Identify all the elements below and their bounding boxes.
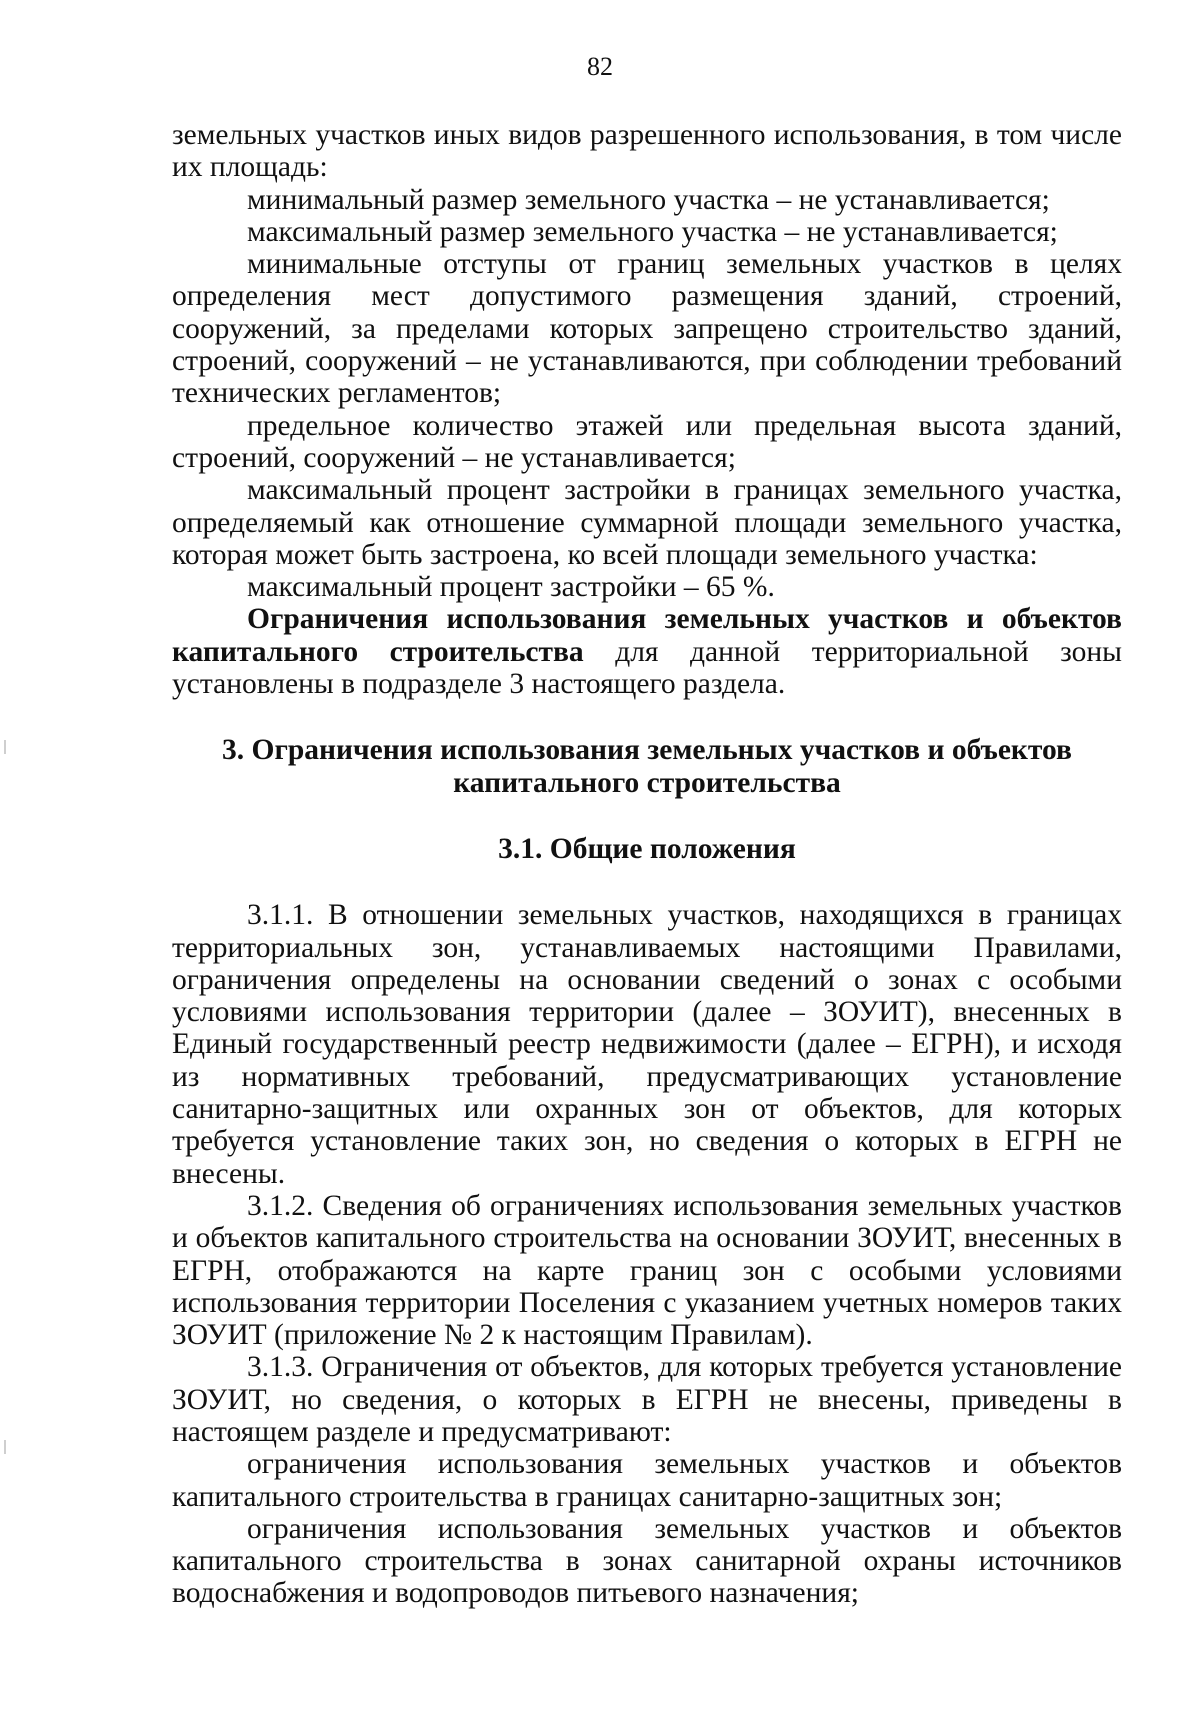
- document-body: [172, 119, 1122, 1610]
- scan-artifact: [4, 740, 6, 754]
- paragraph: земельных участков иных видов разрешенного использования, в том числе их площадь:: [172, 119, 1122, 184]
- paragraph: максимальный процент застройки в границах земельного участка, определяемый как отношение суммарной площади земельного участка, которая может быть застроена, ко всей площади земельного участка:: [172, 474, 1122, 571]
- paragraph: минимальный размер земельного участка – не устанавливается;: [247, 183, 1050, 216]
- heading-line: капитального строительства: [453, 766, 841, 799]
- paragraph: предельное количество этажей или предельная высота зданий, строений, сооружений – не устанавливается;: [172, 409, 1122, 474]
- paragraph: [172, 603, 1122, 700]
- heading-line: 3. Ограничения использования земельных участков и объектов: [222, 734, 1072, 767]
- subsection-heading: 3.1. Общие положения: [498, 832, 796, 865]
- bold-phrase: Ограничения использования земельных участков и объектов капитального строительства: [172, 603, 1122, 668]
- page-number: 82: [587, 52, 613, 81]
- paragraph: максимальный размер земельного участка – не устанавливается;: [247, 215, 1058, 248]
- paragraph: 3.1.2. Сведения об ограничениях использования земельных участков и объектов капитального строительства на основании ЗОУИТ, внесенных в ЕГРН, отображаются на карте границ зон с особыми условиями использования территории Поселения с указанием учетных номеров таких ЗОУИТ (приложение № 2 к настоящим Правилам).: [172, 1189, 1122, 1352]
- paragraph: ограничения использования земельных участков и объектов капитального строительства в границах санитарно-защитных зон;: [172, 1448, 1122, 1513]
- paragraph: 3.1.3. Ограничения от объектов, для которых требуется установление ЗОУИТ, но сведения, о которых в ЕГРН не внесены, приведены в настоящем разделе и предусматривают:: [172, 1351, 1122, 1448]
- paragraph: ограничения использования земельных участков и объектов капитального строительства в зонах санитарной охраны источников водоснабжения и водопроводов питьевого назначения;: [172, 1512, 1122, 1610]
- section-heading: [172, 734, 1122, 799]
- paragraph-text: для данной территориальной зоны установлены в подразделе 3 настоящего раздела.: [172, 635, 1122, 701]
- paragraph: максимальный процент застройки – 65 %.: [247, 571, 775, 604]
- paragraph: 3.1.1. В отношении земельных участков, находящихся в границах территориальных зон, устанавливаемых настоящими Правилами, ограничения определены на основании сведений о зонах с особыми условиями использования территории (далее – ЗОУИТ), внесенных в Единый государственный реестр недвижимости (далее – ЕГРН), и исходя из нормативных требований, предусматривающих установление санитарно-защитных или охранных зон от объектов, для которых требуется установление таких зон, но сведения о которых в ЕГРН не внесены.: [172, 899, 1122, 1190]
- paragraph: минимальные отступы от границ земельных участков в целях определения мест допустимого размещения зданий, строений, сооружений, за пределами которых запрещено строительство зданий, строений, сооружений – не устанавливаются, при соблюдении требований технических регламентов;: [172, 248, 1122, 410]
- scan-artifact: [4, 1440, 6, 1454]
